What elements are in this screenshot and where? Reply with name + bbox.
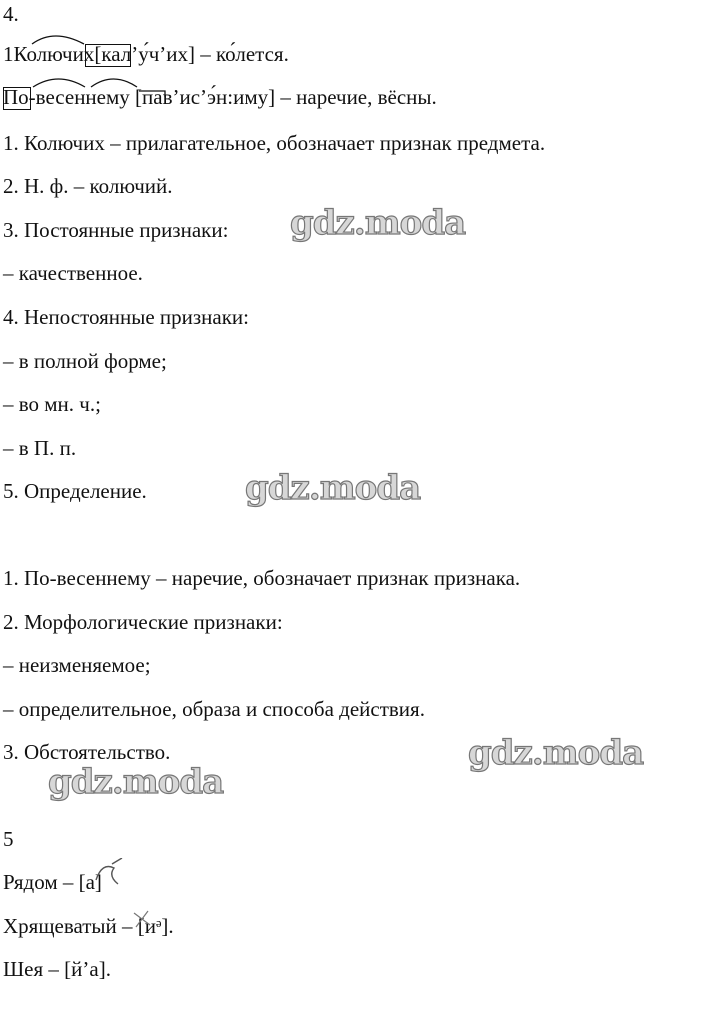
line1-prefix: 1 [3, 42, 14, 66]
answer-b2-2: – определительное, образа и способа действия. [3, 697, 425, 721]
word-kolyuchikh: Колючих [14, 42, 95, 66]
line2-rest: [пав’ис’э́н:иму] – наречие, вёсны. [135, 85, 437, 109]
answer-a5: 5. Определение. [3, 479, 147, 503]
answer-a4: 4. Непостоянные признаки: [3, 305, 249, 329]
watermark: gdz.moda [290, 203, 466, 243]
task5-line-3: Шея – [й’а]. [3, 957, 111, 981]
task5-number: 5 [3, 827, 14, 851]
watermark: gdz.moda [245, 468, 421, 508]
answer-a3: 3. Постоянные признаки: [3, 218, 229, 242]
root-arc [14, 30, 134, 50]
answer-a2: 2. Н. ф. – колючий. [3, 174, 173, 198]
watermark: gdz.moda [48, 762, 224, 802]
answer-b2-1: – неизменяемое; [3, 653, 151, 677]
word-po-vesennemu: По-весеннему [3, 85, 130, 109]
task5-line-1: Рядом – [а] [3, 870, 102, 894]
answer-a4-3: – в П. п. [3, 436, 77, 460]
root-arc [3, 73, 173, 93]
morphemic-line-1 [3, 42, 289, 66]
answer-a1: 1. Колючих – прилагательное, обозначает признак предмета. [3, 131, 546, 155]
line1-rest: [кал’у́ч’их] – ко́лется. [94, 42, 289, 66]
answer-b1: 1. По-весеннему – наречие, обозначает признак признака. [3, 566, 521, 590]
answer-b3: 3. Обстоятельство. [3, 740, 171, 764]
answer-a4-2: – во мн. ч.; [3, 392, 101, 416]
task4-number: 4. [3, 2, 19, 26]
answer-a4-1: – в полной форме; [3, 349, 167, 373]
answer-a3-1: – качественное. [3, 261, 143, 285]
stress-mark-scribble [88, 858, 138, 898]
watermark: gdz.moda [468, 733, 644, 773]
morphemic-line-2 [3, 85, 437, 109]
answer-b2: 2. Морфологические признаки: [3, 610, 283, 634]
task5-line-2: Хрящеватый – [иᵊ]. [3, 914, 174, 938]
stress-mark-scribble [130, 905, 160, 935]
